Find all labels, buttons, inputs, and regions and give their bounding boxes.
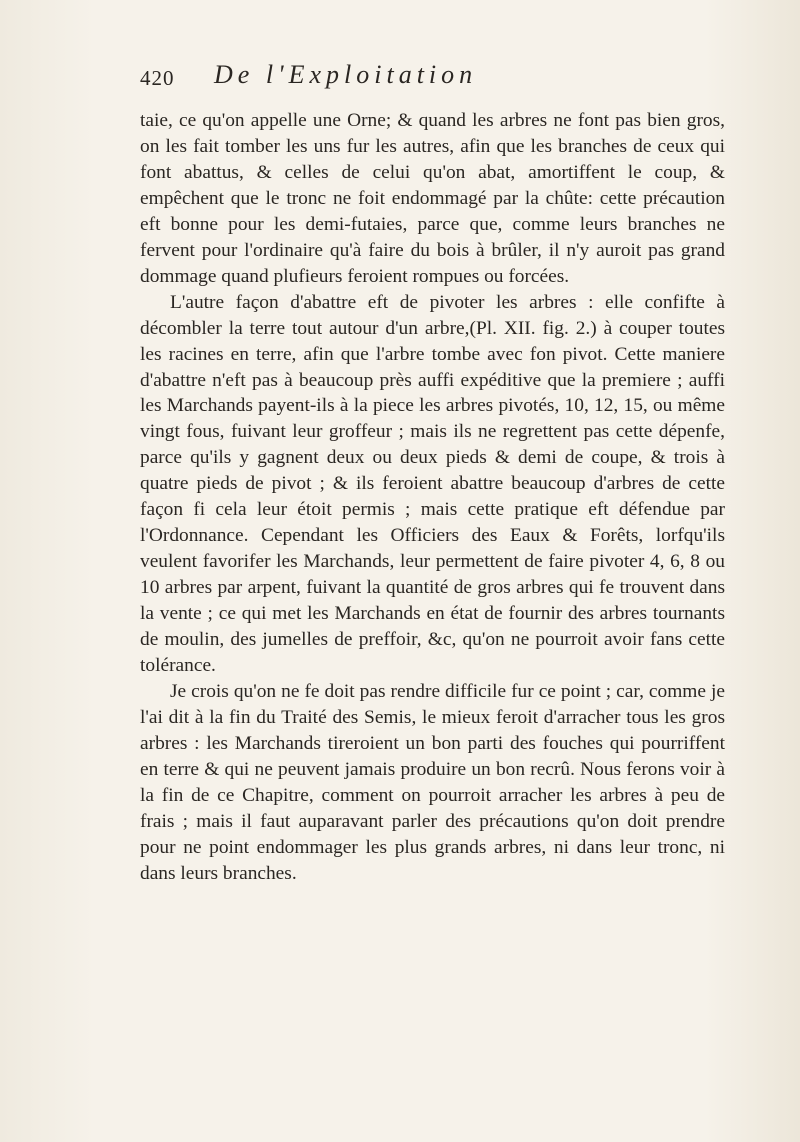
paragraph-2: L'autre façon d'abattre eft de pivoter les arbres : elle confifte à décombler la terre tout autour d'un arbre,(Pl. XII. fig. 2.) à couper toutes les racines en terre, afin que l'arbre tombe avec fon pivot. Cette maniere d'abattre n'eft pas à beaucoup près auffi expéditive que la premiere ; auffi les Marchands payent-ils à la piece les arbres pivotés, 10, 12, 15, ou même vingt fous, fuivant leur groffeur ; mais ils ne regrettent pas cette dépenfe, parce qu'ils y gagnent deux ou deux pieds & demi de coupe, & trois à quatre pieds de pivot ; & ils feroient abattre beaucoup d'arbres de cette façon fi cela leur étoit permis ; mais cette pratique eft défendue par l'Ordonnance. Cependant les Officiers des Eaux & Forêts, lorfqu'ils veulent favorifer les Marchands, leur permettent de faire pivoter 4, 6, 8 ou 10 arbres par arpent, fuivant la quantité de gros arbres qui fe trouvent dans la vente ; ce qui met les Marchands en état de fournir des arbres tournants de moulin, des jumelles de preffoir, &c, qu'on ne pourroit avoir fans cette tolérance. [140, 291, 725, 677]
body-text [140, 108, 725, 887]
running-title: De l'Exploitation [214, 60, 478, 89]
page-number: 420 [140, 66, 175, 90]
page-header [140, 60, 715, 100]
paragraph-1: taie, ce qu'on appelle une Orne; & quand les arbres ne font pas bien gros, on les fait tomber les uns fur les autres, afin que les branches de ceux qui font abattus, & celles de celui qu'on abat, amortiffent le coup, & empêchent que le tronc ne foit endommagé par la chûte: cette précaution eft bonne pour les demi-futaies, parce que, comme leurs branches ne fervent pour l'ordinaire qu'à faire du bois à brûler, il n'y auroit pas grand dommage quand plufieurs feroient rompues ou forcées. [140, 110, 725, 287]
paragraph-3: Je crois qu'on ne fe doit pas rendre difficile fur ce point ; car, comme je l'ai dit à la fin du Traité des Semis, le mieux feroit d'arracher tous les gros arbres : les Marchands tireroient un bon parti des fouches qui pourriffent en terre & qui ne peuvent jamais produire un bon recrû. Nous ferons voir à la fin de ce Chapitre, comment on pourroit arracher les arbres à peu de frais ; mais il faut auparavant parler des précautions qu'on doit prendre pour ne point endommager les plus grands arbres, ni dans leur tronc, ni dans leurs branches. [140, 680, 725, 884]
